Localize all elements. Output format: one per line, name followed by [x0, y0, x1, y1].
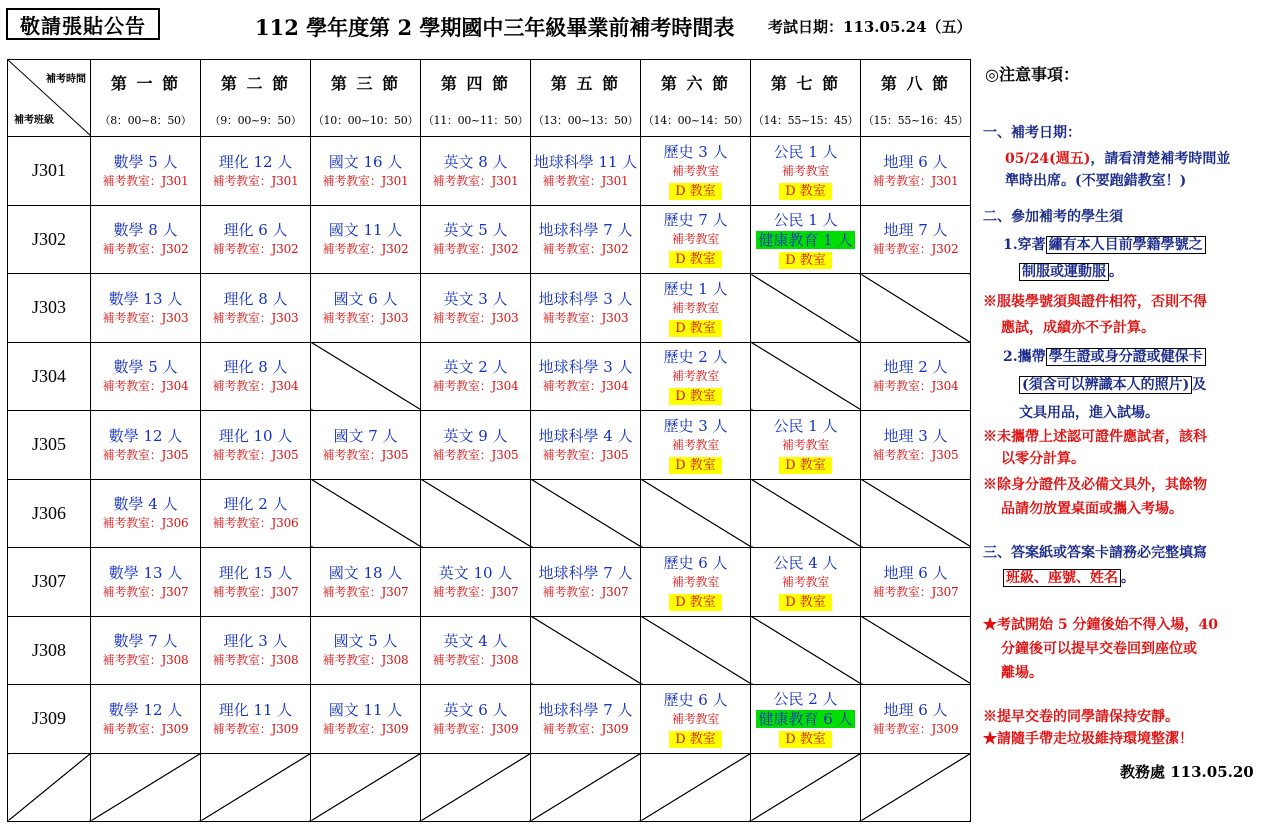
exam-cell	[91, 137, 201, 206]
room-label: 補考教室：J309	[542, 721, 629, 736]
room-d-badge: D 教室	[669, 731, 722, 748]
period-header	[751, 60, 861, 137]
subject-count: 公民 4 人	[773, 553, 838, 572]
room-label: 補考教室：J304	[542, 379, 629, 394]
room-label: 補考教室：J308	[432, 653, 519, 668]
subject-count: 歷史 6 人	[663, 553, 728, 572]
subject-count: 地理 3 人	[883, 426, 948, 445]
note-1a: 05/24(週五)，請看清楚補考時間並	[1005, 151, 1231, 167]
empty-cell	[421, 753, 531, 822]
exam-cell	[311, 548, 421, 617]
subject-count: 地理 6 人	[883, 700, 948, 719]
subject-count: 地理 2 人	[883, 358, 948, 377]
subject-count: 國文 16 人	[328, 152, 403, 171]
subject-count: 地球科學 3 人	[538, 358, 633, 377]
room-label: 補考教室：J302	[542, 242, 629, 257]
period-name: 第 三 節	[330, 73, 401, 93]
note-2b-cont: (須含可以辨識本人的照片) 及	[1019, 374, 1206, 394]
room-label: 補考教室：J308	[102, 653, 189, 668]
exam-cell	[311, 616, 421, 685]
room-label: 補考教室：J309	[102, 721, 189, 736]
room-label: 補考教室：J302	[212, 242, 299, 257]
remark-quiet: ※提早交卷的同學請保持安靜。	[983, 709, 1179, 725]
class-cell	[8, 753, 91, 822]
subject-count: 國文 11 人	[328, 700, 403, 719]
period-name: 第 四 節	[440, 73, 511, 93]
exam-cell	[421, 205, 531, 274]
room-d-badge: D 教室	[669, 251, 722, 268]
subject-count: 歷史 7 人	[663, 211, 728, 230]
note-2: 二、參加補考的學生須	[983, 209, 1123, 225]
room-label: 補考教室：J307	[102, 584, 189, 599]
exam-cell	[861, 137, 971, 206]
subject-count: 國文 5 人	[333, 632, 398, 651]
note-2a-cont: 制服或運動服 。	[1019, 261, 1123, 281]
subject-count: 英文 9 人	[443, 426, 508, 445]
period-time: （14：55~15：45）	[752, 113, 859, 127]
exam-cell	[531, 342, 641, 411]
empty-cell	[421, 479, 531, 548]
star-note-1: ★考試開始 5 分鐘後始不得入場，40	[983, 617, 1218, 633]
empty-cell	[751, 753, 861, 822]
room-label: 補考教室：J305	[322, 447, 409, 462]
table-row	[8, 205, 971, 274]
empty-cell	[641, 479, 751, 548]
subject-count: 數學 5 人	[113, 152, 178, 171]
room-d-wrap	[641, 728, 750, 748]
room-d-wrap	[641, 385, 750, 405]
class-cell: J303	[8, 274, 91, 343]
exam-cell	[861, 342, 971, 411]
empty-cell	[751, 479, 861, 548]
room-label: 補考教室：J304	[212, 379, 299, 394]
exam-cell	[201, 137, 311, 206]
subject-count: 理化 8 人	[223, 358, 288, 377]
exam-cell	[531, 548, 641, 617]
empty-cell	[531, 616, 641, 685]
room-label: 補考教室	[671, 163, 720, 178]
subject-count: 歷史 1 人	[663, 279, 728, 298]
empty-cell	[311, 753, 421, 822]
room-label: 補考教室：J304	[432, 379, 519, 394]
room-label: 補考教室：J305	[542, 447, 629, 462]
room-label: 補考教室	[671, 711, 720, 726]
class-cell: J305	[8, 411, 91, 480]
exam-cell	[91, 548, 201, 617]
issuer-footer: 教務處 113.05.20	[1120, 763, 1254, 781]
room-label: 補考教室	[671, 437, 720, 452]
room-label: 補考教室：J301	[322, 173, 409, 188]
empty-cell	[531, 753, 641, 822]
exam-cell	[751, 685, 861, 754]
room-label: 補考教室：J305	[432, 447, 519, 462]
table-row	[8, 137, 971, 206]
note-1b: 準時出席。(不要跑錯教室！)	[1005, 173, 1187, 189]
exam-cell	[201, 411, 311, 480]
period-time: （15：55~16：45）	[862, 113, 969, 127]
room-label: 補考教室：J304	[102, 379, 189, 394]
room-d-wrap	[641, 248, 750, 268]
empty-cell	[531, 479, 641, 548]
empty-cell	[861, 274, 971, 343]
exam-cell	[91, 411, 201, 480]
exam-cell	[861, 205, 971, 274]
room-d-wrap	[751, 454, 860, 474]
subject-count: 理化 3 人	[223, 632, 288, 651]
note-2-remark-3: ※未攜帶上述認可證件應試者，該科	[983, 429, 1207, 445]
room-label: 補考教室：J309	[322, 721, 409, 736]
room-label: 補考教室：J309	[872, 721, 959, 736]
class-cell: J302	[8, 205, 91, 274]
room-label: 補考教室：J303	[542, 310, 629, 325]
exam-cell	[201, 616, 311, 685]
room-label: 補考教室：J303	[102, 310, 189, 325]
subject-count: 數學 4 人	[113, 495, 178, 514]
room-d-wrap	[751, 591, 860, 611]
subject-count: 地球科學 7 人	[538, 563, 633, 582]
exam-cell	[751, 205, 861, 274]
subject-count: 地球科學 7 人	[538, 221, 633, 240]
table-row	[8, 616, 971, 685]
subject-count: 國文 6 人	[333, 289, 398, 308]
exam-cell	[421, 548, 531, 617]
subject-count: 國文 11 人	[328, 221, 403, 240]
subject-count: 英文 5 人	[443, 221, 508, 240]
subject-count: 數學 13 人	[108, 289, 183, 308]
subject-count: 理化 12 人	[218, 152, 293, 171]
room-label: 補考教室：J302	[872, 242, 959, 257]
subject-count: 國文 18 人	[328, 563, 403, 582]
room-label: 補考教室：J301	[542, 173, 629, 188]
corner-top-label: 補考時間	[46, 74, 86, 85]
exam-cell	[311, 137, 421, 206]
room-label: 補考教室	[781, 437, 830, 452]
exam-cell	[641, 685, 751, 754]
empty-cell	[861, 753, 971, 822]
room-d-badge: D 教室	[779, 594, 832, 611]
exam-cell	[751, 411, 861, 480]
room-d-wrap	[641, 454, 750, 474]
subject-count: 理化 6 人	[223, 221, 288, 240]
subject-count: 數學 8 人	[113, 221, 178, 240]
subject-count: 英文 6 人	[443, 700, 508, 719]
subject-count: 理化 15 人	[218, 563, 293, 582]
exam-cell	[421, 616, 531, 685]
room-d-badge: D 教室	[779, 183, 832, 200]
note-2a: 1.穿著 繡有本人目前學籍學號之	[1003, 234, 1206, 254]
note-2b: 2.攜帶 學生證或身分證或健保卡	[1003, 346, 1206, 366]
subject-count: 地球科學 11 人	[533, 152, 638, 171]
empty-cell	[91, 753, 201, 822]
exam-cell	[201, 342, 311, 411]
period-name: 第 六 節	[660, 73, 731, 93]
subject-count: 地理 6 人	[883, 152, 948, 171]
period-time: （10：00~10：50）	[312, 113, 419, 127]
room-d-badge: D 教室	[779, 252, 832, 269]
period-header	[641, 60, 751, 137]
post-notice-label: 敬請張貼公告	[6, 8, 160, 40]
note-2b-end: 文具用品，進入試場。	[1019, 405, 1159, 421]
subject-count: 地球科學 7 人	[538, 700, 633, 719]
exam-cell	[531, 274, 641, 343]
subject-count: 英文 3 人	[443, 289, 508, 308]
note-2-remark-5: ※除身分證件及必備文具外，其餘物	[983, 477, 1207, 493]
period-name: 第 七 節	[770, 73, 841, 93]
period-header	[91, 60, 201, 137]
room-label: 補考教室：J305	[872, 447, 959, 462]
exam-cell	[641, 411, 751, 480]
schedule-table	[7, 59, 971, 822]
exam-cell	[421, 342, 531, 411]
period-time: （8：00~8：50）	[99, 113, 192, 127]
note-2-remark-6: 品請勿放置桌面或攜入考場。	[1001, 501, 1183, 517]
subject-count: 理化 10 人	[218, 426, 293, 445]
room-d-badge: D 教室	[669, 594, 722, 611]
subject-count: 歷史 3 人	[663, 416, 728, 435]
room-label: 補考教室：J309	[432, 721, 519, 736]
room-d-badge: D 教室	[669, 320, 722, 337]
room-label: 補考教室	[671, 574, 720, 589]
class-cell: J304	[8, 342, 91, 411]
room-d-badge: D 教室	[669, 388, 722, 405]
subject-count: 英文 4 人	[443, 632, 508, 651]
subject-count: 數學 7 人	[113, 632, 178, 651]
room-label: 補考教室：J307	[542, 584, 629, 599]
room-label: 補考教室：J302	[432, 242, 519, 257]
subject-count: 歷史 2 人	[663, 348, 728, 367]
class-cell: J306	[8, 479, 91, 548]
empty-cell	[861, 479, 971, 548]
room-label: 補考教室：J303	[212, 310, 299, 325]
note-3-cont: 班級、座號、姓名 。	[1003, 567, 1135, 587]
exam-cell	[311, 685, 421, 754]
empty-cell	[311, 479, 421, 548]
period-time: （11：00~11：50）	[422, 113, 529, 127]
period-name: 第 一 節	[110, 73, 181, 93]
room-label: 補考教室：J301	[212, 173, 299, 188]
exam-cell	[861, 685, 971, 754]
room-d-wrap	[751, 728, 860, 748]
corner-header	[8, 60, 91, 137]
period-time: （13：00~13：50）	[532, 113, 639, 127]
period-header	[311, 60, 421, 137]
table-row	[8, 685, 971, 754]
empty-cell	[311, 342, 421, 411]
subject-count: 英文 10 人	[438, 563, 513, 582]
room-label: 補考教室：J306	[102, 516, 189, 531]
period-header	[421, 60, 531, 137]
room-label: 補考教室：J304	[872, 379, 959, 394]
exam-cell	[421, 137, 531, 206]
room-label: 補考教室：J307	[432, 584, 519, 599]
exam-cell	[201, 205, 311, 274]
exam-cell	[641, 205, 751, 274]
room-label: 補考教室：J307	[872, 584, 959, 599]
room-label: 補考教室：J302	[102, 242, 189, 257]
exam-cell	[201, 479, 311, 548]
period-name: 第 八 節	[880, 73, 951, 93]
subject-count: 公民 1 人	[773, 142, 838, 161]
subject-count: 地球科學 4 人	[538, 426, 633, 445]
note-2-remark-4: 以零分計算。	[1001, 451, 1085, 467]
exam-date: 考試日期：113.05.24（五）	[768, 18, 972, 36]
subject-count: 歷史 3 人	[663, 142, 728, 161]
exam-cell	[641, 274, 751, 343]
subject-count: 歷史 6 人	[663, 690, 728, 709]
star-note-2: ★請隨手帶走垃圾維持環境整潔！	[983, 731, 1193, 747]
room-d-badge: D 教室	[779, 731, 832, 748]
room-d-wrap	[641, 591, 750, 611]
room-label: 補考教室	[671, 232, 720, 247]
class-cell: J301	[8, 137, 91, 206]
room-d-wrap	[751, 249, 860, 269]
room-label: 補考教室：J309	[212, 721, 299, 736]
star-note-1b: 分鐘後可以提早交卷回到座位或	[1001, 641, 1197, 657]
period-time: （9：00~9：50）	[209, 113, 302, 127]
subject-count: 地理 6 人	[883, 563, 948, 582]
table-row	[8, 479, 971, 548]
exam-cell	[91, 685, 201, 754]
exam-cell	[311, 411, 421, 480]
table-row	[8, 548, 971, 617]
class-cell: J307	[8, 548, 91, 617]
extra-subject-wrap	[751, 230, 860, 249]
note-2-remark-2: 應試，成績亦不予計算。	[1001, 320, 1155, 336]
empty-cell	[861, 616, 971, 685]
exam-cell	[531, 411, 641, 480]
room-label: 補考教室：J306	[212, 516, 299, 531]
notes-heading: ◎注意事項：	[985, 65, 1079, 84]
subject-count: 理化 2 人	[223, 495, 288, 514]
extra-subject-wrap	[751, 709, 860, 728]
extra-subject: 健康教育 6 人	[758, 710, 853, 729]
exam-cell	[641, 548, 751, 617]
subject-count: 地球科學 3 人	[538, 289, 633, 308]
period-time: （14：00~14：50）	[642, 113, 749, 127]
table-row	[8, 342, 971, 411]
subject-count: 數學 5 人	[113, 358, 178, 377]
exam-cell	[531, 205, 641, 274]
subject-count: 英文 8 人	[443, 152, 508, 171]
room-d-badge: D 教室	[779, 457, 832, 474]
room-d-wrap	[641, 180, 750, 200]
room-label: 補考教室	[671, 300, 720, 315]
exam-cell	[421, 411, 531, 480]
class-cell: J309	[8, 685, 91, 754]
room-label: 補考教室	[781, 574, 830, 589]
exam-cell	[311, 205, 421, 274]
exam-cell	[91, 616, 201, 685]
table-row	[8, 753, 971, 822]
table-row	[8, 411, 971, 480]
subject-count: 數學 12 人	[108, 700, 183, 719]
exam-cell	[91, 479, 201, 548]
note-1: 一、補考日期：	[983, 125, 1081, 141]
subject-count: 公民 1 人	[773, 416, 838, 435]
exam-cell	[751, 548, 861, 617]
period-name: 第 五 節	[550, 73, 621, 93]
subject-count: 公民 2 人	[773, 690, 838, 709]
page-title: 112 學年度第 2 學期國中三年級畢業前補考時間表	[255, 15, 735, 40]
subject-count: 理化 11 人	[218, 700, 293, 719]
empty-cell	[751, 342, 861, 411]
exam-cell	[531, 137, 641, 206]
exam-cell	[531, 685, 641, 754]
subject-count: 理化 8 人	[223, 289, 288, 308]
empty-cell	[641, 616, 751, 685]
period-header	[201, 60, 311, 137]
room-label: 補考教室：J305	[102, 447, 189, 462]
subject-count: 公民 1 人	[773, 210, 838, 229]
class-cell: J308	[8, 616, 91, 685]
exam-cell	[421, 274, 531, 343]
subject-count: 數學 13 人	[108, 563, 183, 582]
note-3: 三、答案紙或答案卡請務必完整填寫	[983, 545, 1207, 561]
empty-cell	[201, 753, 311, 822]
room-d-wrap	[751, 180, 860, 200]
room-label: 補考教室：J308	[212, 653, 299, 668]
empty-cell	[751, 616, 861, 685]
room-d-wrap	[641, 317, 750, 337]
extra-subject: 健康教育 1 人	[758, 230, 853, 249]
room-label: 補考教室：J307	[212, 584, 299, 599]
subject-count: 地理 7 人	[883, 221, 948, 240]
exam-cell	[641, 342, 751, 411]
exam-cell	[421, 685, 531, 754]
period-name: 第 二 節	[220, 73, 291, 93]
room-label: 補考教室：J303	[322, 310, 409, 325]
star-note-1c: 離場。	[1001, 665, 1043, 681]
room-label: 補考教室：J307	[322, 584, 409, 599]
exam-cell	[311, 274, 421, 343]
table-row	[8, 274, 971, 343]
exam-cell	[641, 137, 751, 206]
exam-cell	[91, 274, 201, 343]
exam-cell	[861, 548, 971, 617]
empty-cell	[641, 753, 751, 822]
room-label: 補考教室：J305	[212, 447, 299, 462]
room-label: 補考教室：J308	[322, 653, 409, 668]
subject-count: 國文 7 人	[333, 426, 398, 445]
room-label: 補考教室：J302	[322, 242, 409, 257]
room-label: 補考教室：J301	[872, 173, 959, 188]
room-label: 補考教室：J301	[432, 173, 519, 188]
room-d-badge: D 教室	[669, 183, 722, 200]
room-label: 補考教室	[781, 163, 830, 178]
room-label: 補考教室：J301	[102, 173, 189, 188]
exam-cell	[201, 548, 311, 617]
exam-cell	[91, 342, 201, 411]
period-header	[861, 60, 971, 137]
subject-count: 數學 12 人	[108, 426, 183, 445]
room-label: 補考教室	[671, 369, 720, 384]
room-d-badge: D 教室	[669, 457, 722, 474]
corner-bottom-label: 補考班級	[14, 115, 54, 126]
exam-cell	[751, 137, 861, 206]
period-header	[531, 60, 641, 137]
subject-count: 英文 2 人	[443, 358, 508, 377]
exam-cell	[201, 685, 311, 754]
note-2-remark-1: ※服裝學號須與證件相符，否則不得	[983, 294, 1207, 310]
exam-cell	[861, 411, 971, 480]
room-label: 補考教室：J303	[432, 310, 519, 325]
empty-cell	[751, 274, 861, 343]
exam-cell	[201, 274, 311, 343]
exam-cell	[91, 205, 201, 274]
